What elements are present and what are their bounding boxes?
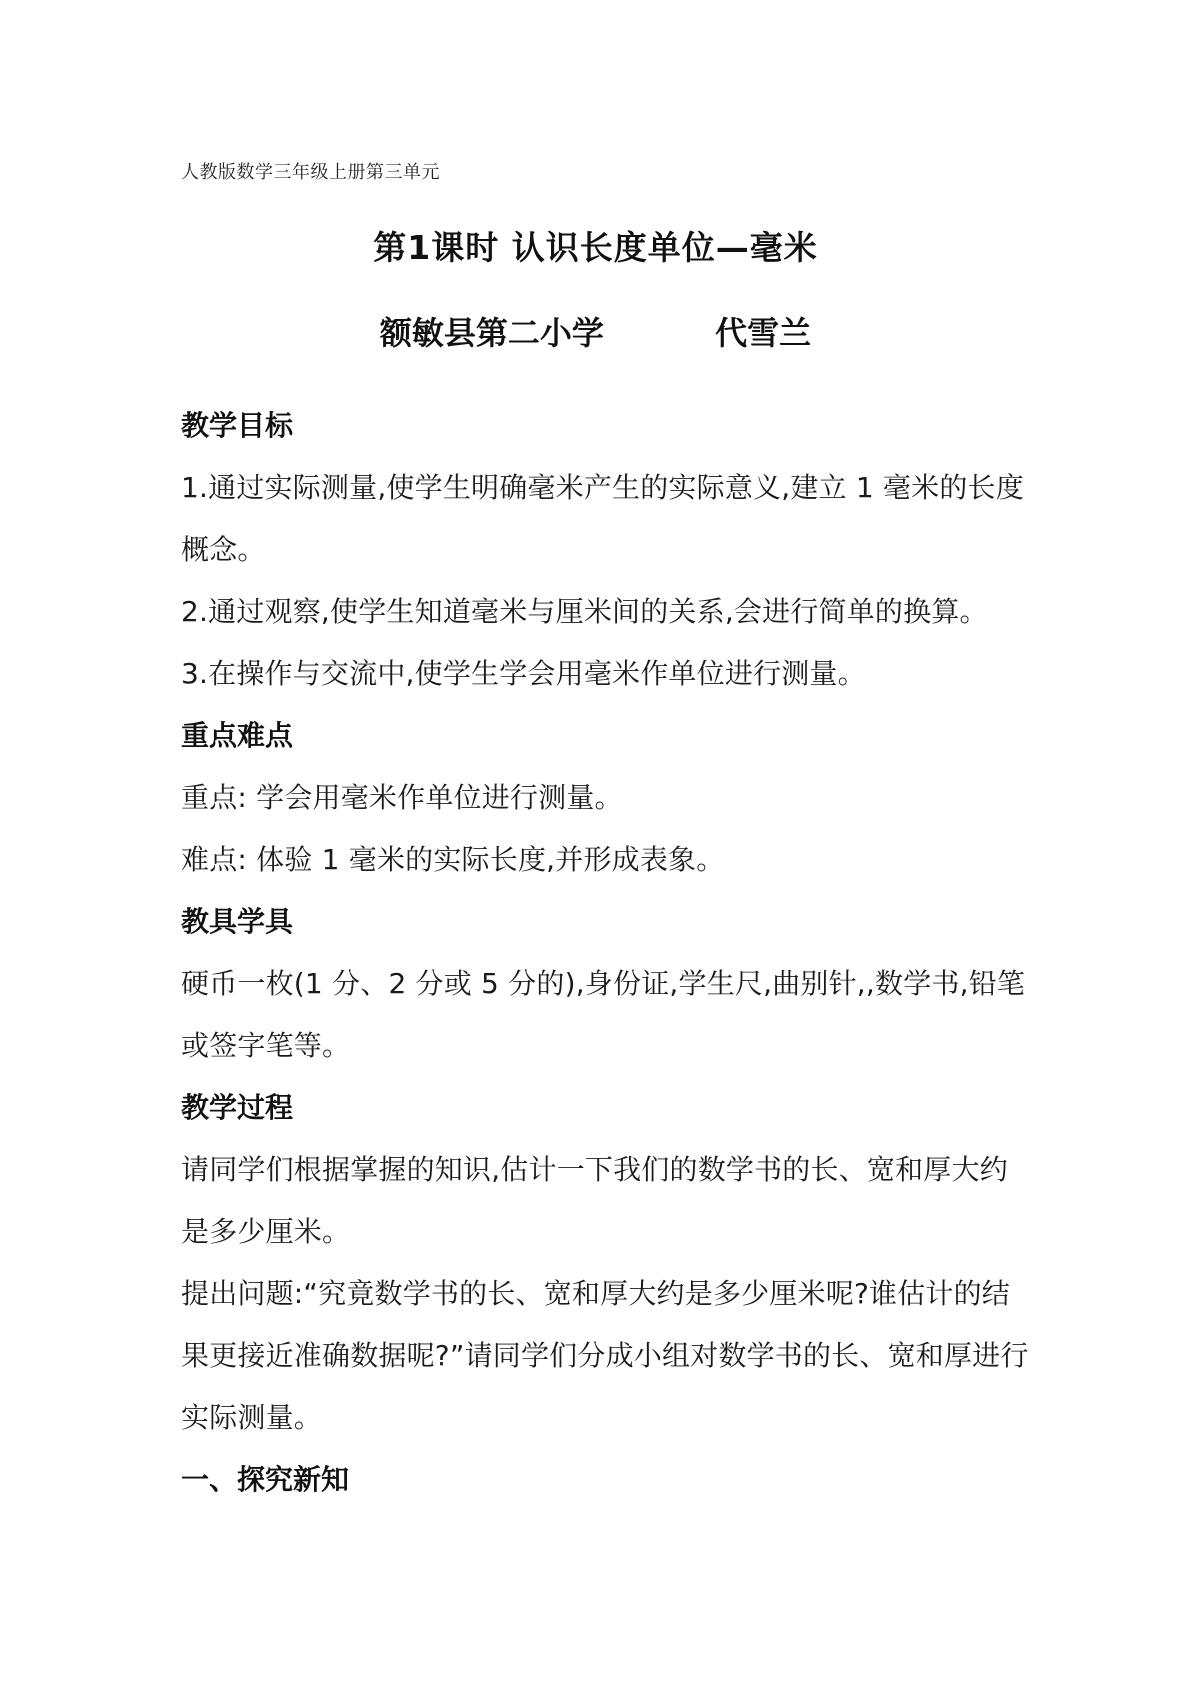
difficulty-text: 难点: 体验 1 毫米的实际长度,并形成表象。	[181, 843, 725, 876]
materials-text: 硬币一枚(1 分、2 分或 5 分的),身份证,学生尺,曲别针,,数学书,铅笔或签字笔等。	[181, 967, 1026, 1062]
objective-item-2: 2.通过观察,使学生知道毫米与厘米间的关系,会进行简单的换算。	[181, 595, 988, 628]
author-school: 额敏县第二小学	[379, 314, 604, 352]
process-paragraph-1: 请同学们根据掌握的知识,估计一下我们的数学书的长、宽和厚大约是多少厘米。	[181, 1153, 1008, 1248]
author-line	[0, 308, 1191, 354]
objective-item-1: 1.通过实际测量,使学生明确毫米产生的实际意义,建立 1 毫米的长度概念。	[181, 471, 1024, 566]
heading-process: 教学过程	[181, 1091, 294, 1124]
objective-item-3: 3.在操作与交流中,使学生学会用毫米作单位进行测量。	[181, 657, 866, 690]
heading-objectives: 教学目标	[181, 409, 294, 442]
heading-key-points: 重点难点	[181, 719, 294, 752]
document-body	[181, 395, 1031, 1511]
heading-part-one: 一、探究新知	[181, 1463, 350, 1496]
process-paragraph-2: 提出问题:“究竟数学书的长、宽和厚大约是多少厘米呢?谁估计的结果更接近准确数据呢?”请同学们分成小组对数学书的长、宽和厚进行实际测量。	[181, 1277, 1029, 1434]
author-name: 代雪兰	[715, 314, 812, 352]
heading-materials: 教具学具	[181, 905, 294, 938]
key-point-text: 重点: 学会用毫米作单位进行测量。	[181, 781, 623, 814]
header-note: 人教版数学三年级上册第三单元	[181, 162, 440, 183]
page-title: 第1课时 认识长度单位—毫米	[373, 228, 818, 267]
